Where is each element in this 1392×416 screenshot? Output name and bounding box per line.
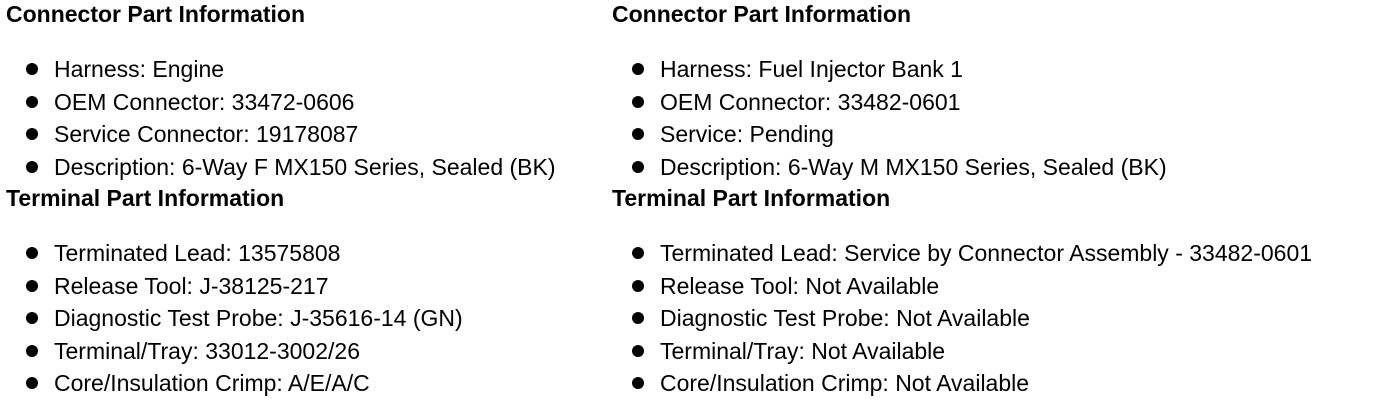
left-column	[6, 0, 606, 400]
harness-text: Harness: Fuel Injector Bank 1	[660, 56, 963, 82]
oem-connector-text: OEM Connector: 33482-0601	[660, 88, 961, 115]
list-item	[612, 237, 1392, 270]
terminated-lead-text: Terminated Lead: 13575808	[54, 240, 341, 266]
terminal-part-list	[6, 237, 606, 400]
list-item	[6, 367, 606, 400]
terminal-part-heading: Terminal Part Information	[612, 185, 891, 211]
bullet-icon	[632, 63, 644, 75]
bullet-icon	[26, 128, 38, 140]
release-tool-text: Release Tool: Not Available	[660, 272, 940, 299]
list-item	[6, 335, 606, 368]
list-item	[612, 151, 1392, 184]
diagnostic-probe-text: Diagnostic Test Probe: J-35616-14 (GN)	[54, 305, 463, 331]
list-item	[612, 53, 1392, 86]
list-item	[612, 335, 1392, 368]
bullet-icon	[26, 280, 38, 292]
oem-connector-text: OEM Connector: 33472-0606	[54, 88, 355, 115]
terminal-part-list	[612, 237, 1392, 400]
bullet-icon	[632, 345, 644, 357]
description-text: Description: 6-Way M MX150 Series, Sealed (BK)	[660, 153, 1167, 180]
bullet-icon	[26, 161, 38, 173]
bullet-icon	[632, 312, 644, 324]
list-item	[6, 118, 606, 151]
service-connector-text: Service Connector: 19178087	[54, 121, 359, 147]
bullet-icon	[632, 96, 644, 108]
list-item	[6, 237, 606, 270]
right-column	[612, 0, 1392, 400]
connector-part-list	[612, 53, 1392, 183]
terminal-tray-text: Terminal/Tray: 33012-3002/26	[54, 337, 360, 364]
connector-part-list	[6, 53, 606, 183]
list-item	[612, 367, 1392, 400]
crimp-text: Core/Insulation Crimp: A/E/A/C	[54, 370, 370, 396]
list-item	[612, 302, 1392, 335]
list-item	[6, 270, 606, 303]
crimp-text: Core/Insulation Crimp: Not Available	[660, 370, 1030, 396]
list-item	[612, 86, 1392, 119]
terminated-lead-text: Terminated Lead: Service by Connector Assembly - 33482-0601	[660, 240, 1313, 266]
bullet-icon	[632, 161, 644, 173]
service-text: Service: Pending	[660, 121, 834, 147]
bullet-icon	[26, 312, 38, 324]
bullet-icon	[26, 345, 38, 357]
list-item	[6, 302, 606, 335]
diagnostic-probe-text: Diagnostic Test Probe: Not Available	[660, 305, 1030, 331]
bullet-icon	[632, 377, 644, 389]
bullet-icon	[26, 96, 38, 108]
list-item	[612, 270, 1392, 303]
harness-text: Harness: Engine	[54, 56, 225, 82]
list-item	[6, 53, 606, 86]
description-text: Description: 6-Way F MX150 Series, Sealed (BK)	[54, 153, 556, 180]
release-tool-text: Release Tool: J-38125-217	[54, 272, 329, 299]
bullet-icon	[26, 63, 38, 75]
bullet-icon	[632, 247, 644, 259]
bullet-icon	[632, 128, 644, 140]
bullet-icon	[26, 247, 38, 259]
list-item	[612, 118, 1392, 151]
list-item	[6, 151, 606, 184]
connector-part-heading: Connector Part Information	[612, 1, 912, 27]
terminal-tray-text: Terminal/Tray: Not Available	[660, 337, 946, 364]
connector-part-heading: Connector Part Information	[6, 1, 306, 27]
list-item	[6, 86, 606, 119]
bullet-icon	[26, 377, 38, 389]
terminal-part-heading: Terminal Part Information	[6, 185, 285, 211]
bullet-icon	[632, 280, 644, 292]
